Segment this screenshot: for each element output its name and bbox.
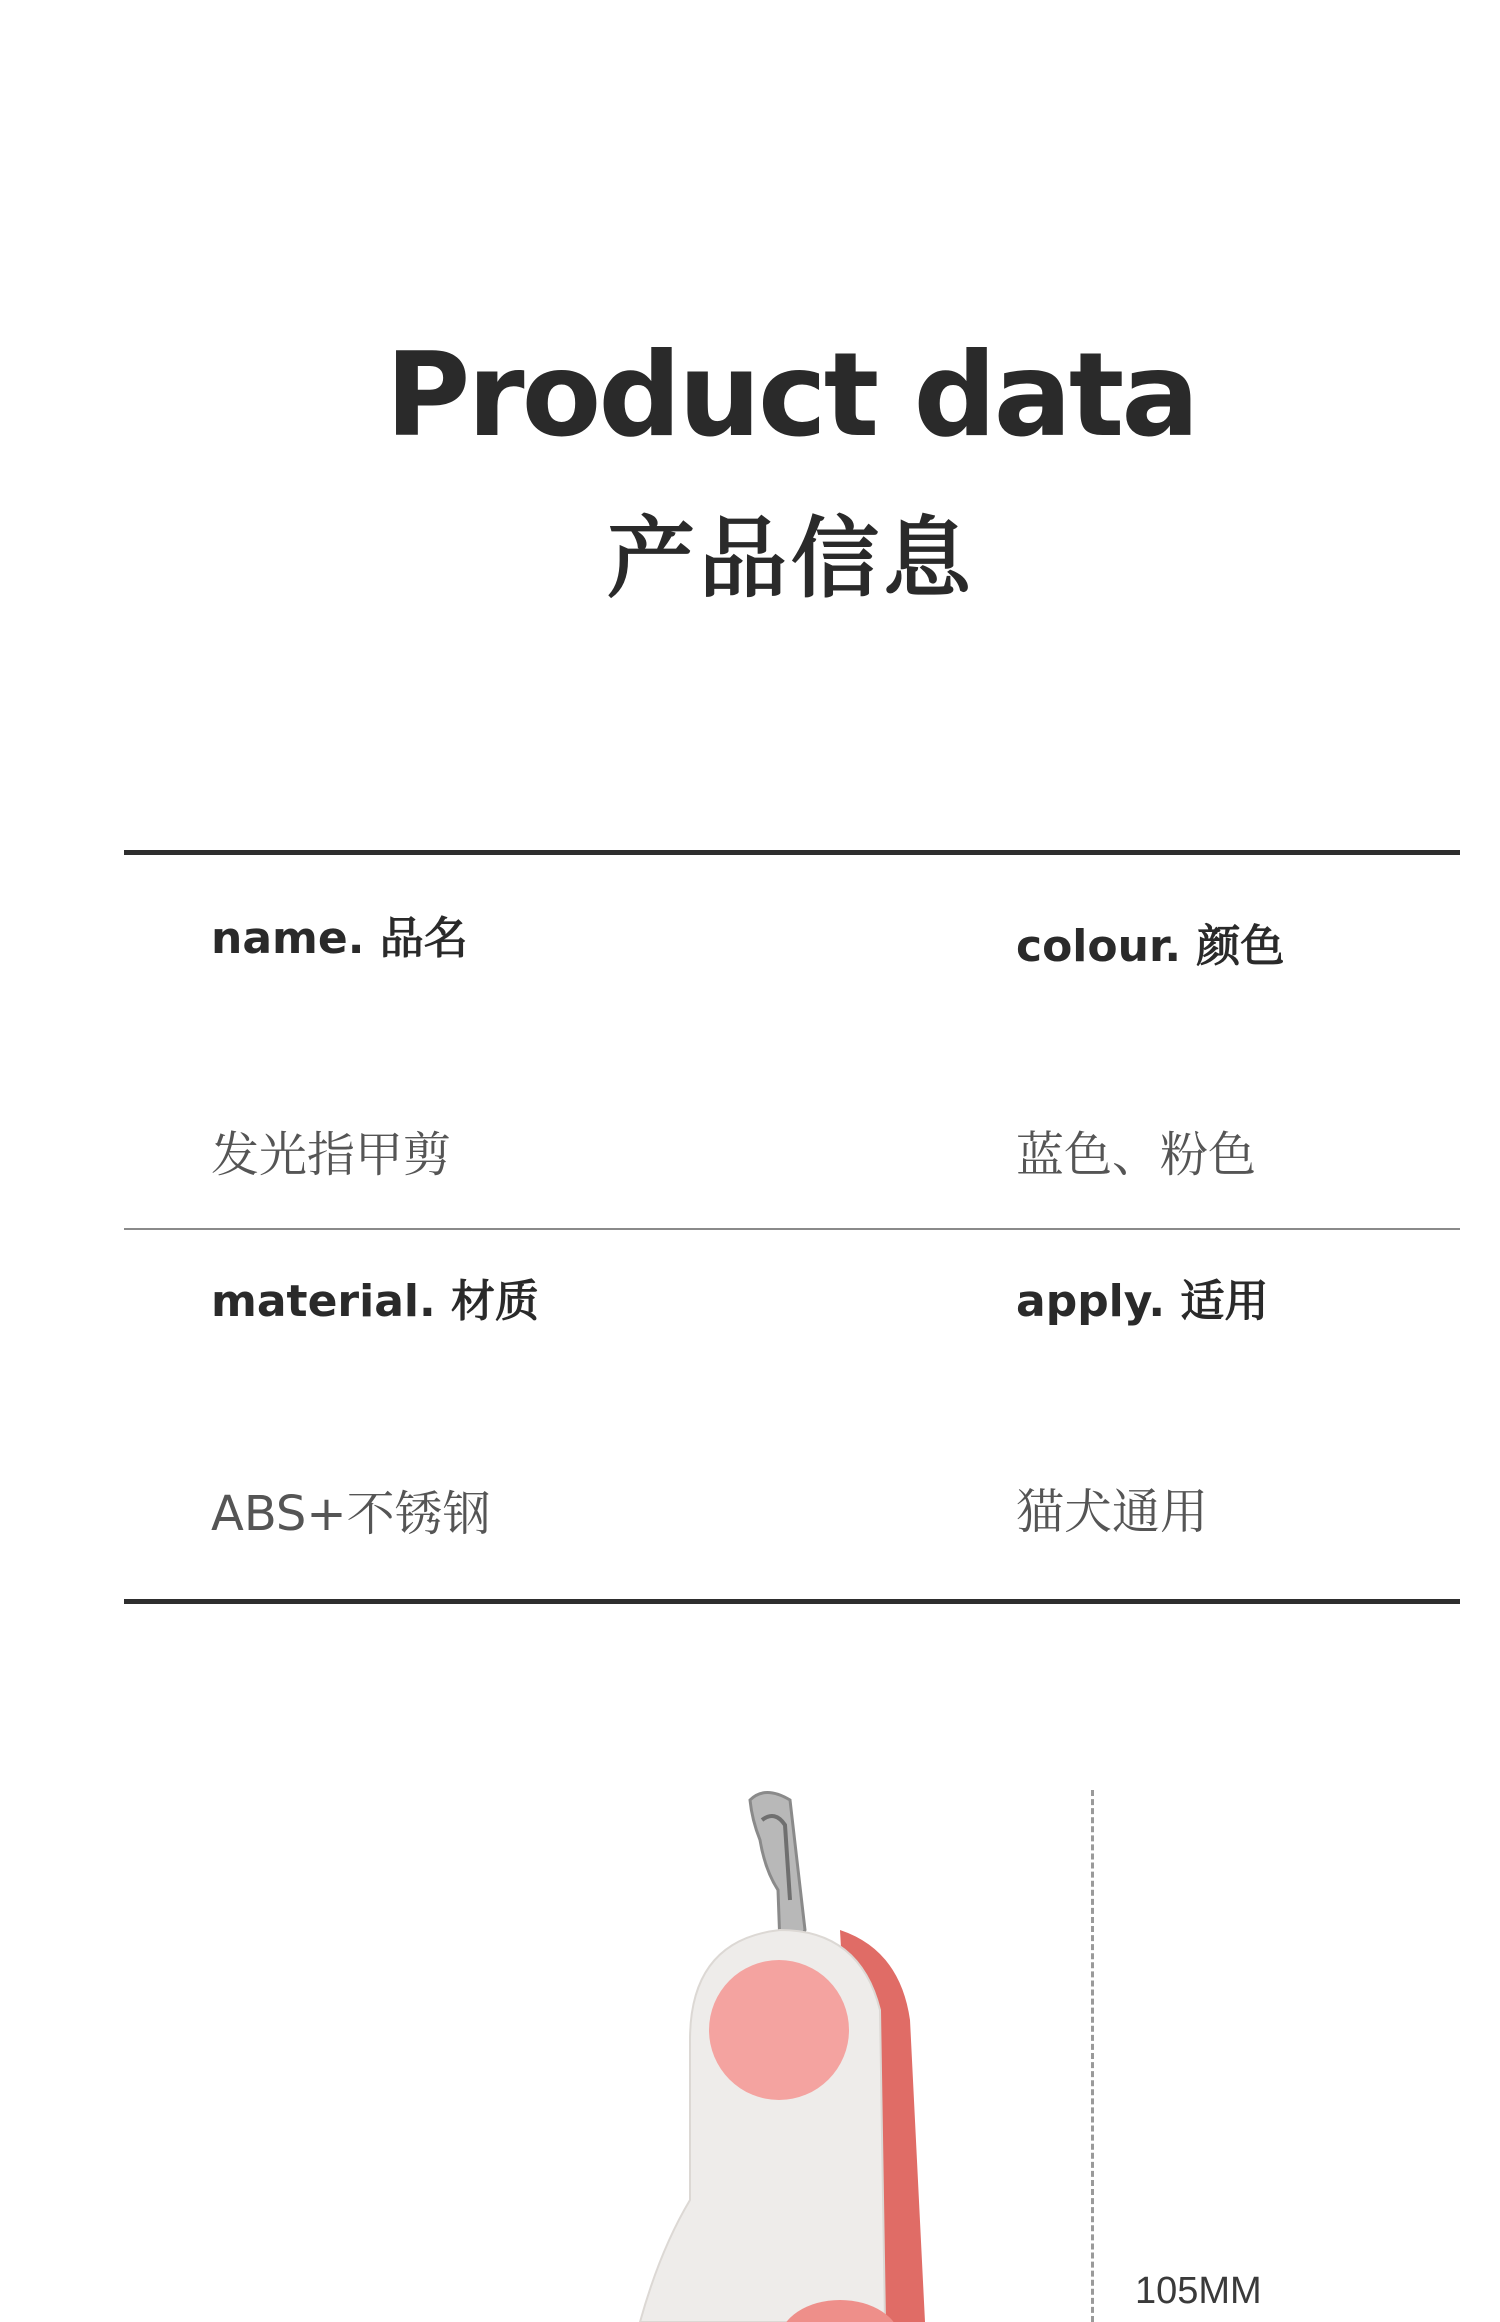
apply-value: 猫犬通用 bbox=[1016, 1484, 1209, 1540]
material-value: ABS+不锈钢 bbox=[211, 1486, 491, 1542]
colour-label: colour. 颜色 bbox=[1016, 921, 1285, 972]
nail-clipper-image bbox=[540, 1780, 1000, 2322]
apply-label: apply. 适用 bbox=[1016, 1276, 1269, 1327]
name-label: name. 品名 bbox=[211, 913, 468, 964]
table-middle-divider bbox=[124, 1228, 1460, 1230]
page-title-chinese: 产品信息 bbox=[606, 507, 975, 610]
table-top-divider bbox=[124, 850, 1460, 855]
table-bottom-divider bbox=[124, 1599, 1460, 1604]
light-button bbox=[709, 1960, 849, 2100]
page-title-english: Product data bbox=[385, 328, 1197, 463]
material-label: material. 材质 bbox=[211, 1276, 540, 1327]
dimension-line bbox=[1091, 1790, 1094, 2322]
dimension-label: 105MM bbox=[1135, 2270, 1262, 2312]
colour-value: 蓝色、粉色 bbox=[1016, 1127, 1257, 1183]
name-value: 发光指甲剪 bbox=[211, 1127, 452, 1183]
